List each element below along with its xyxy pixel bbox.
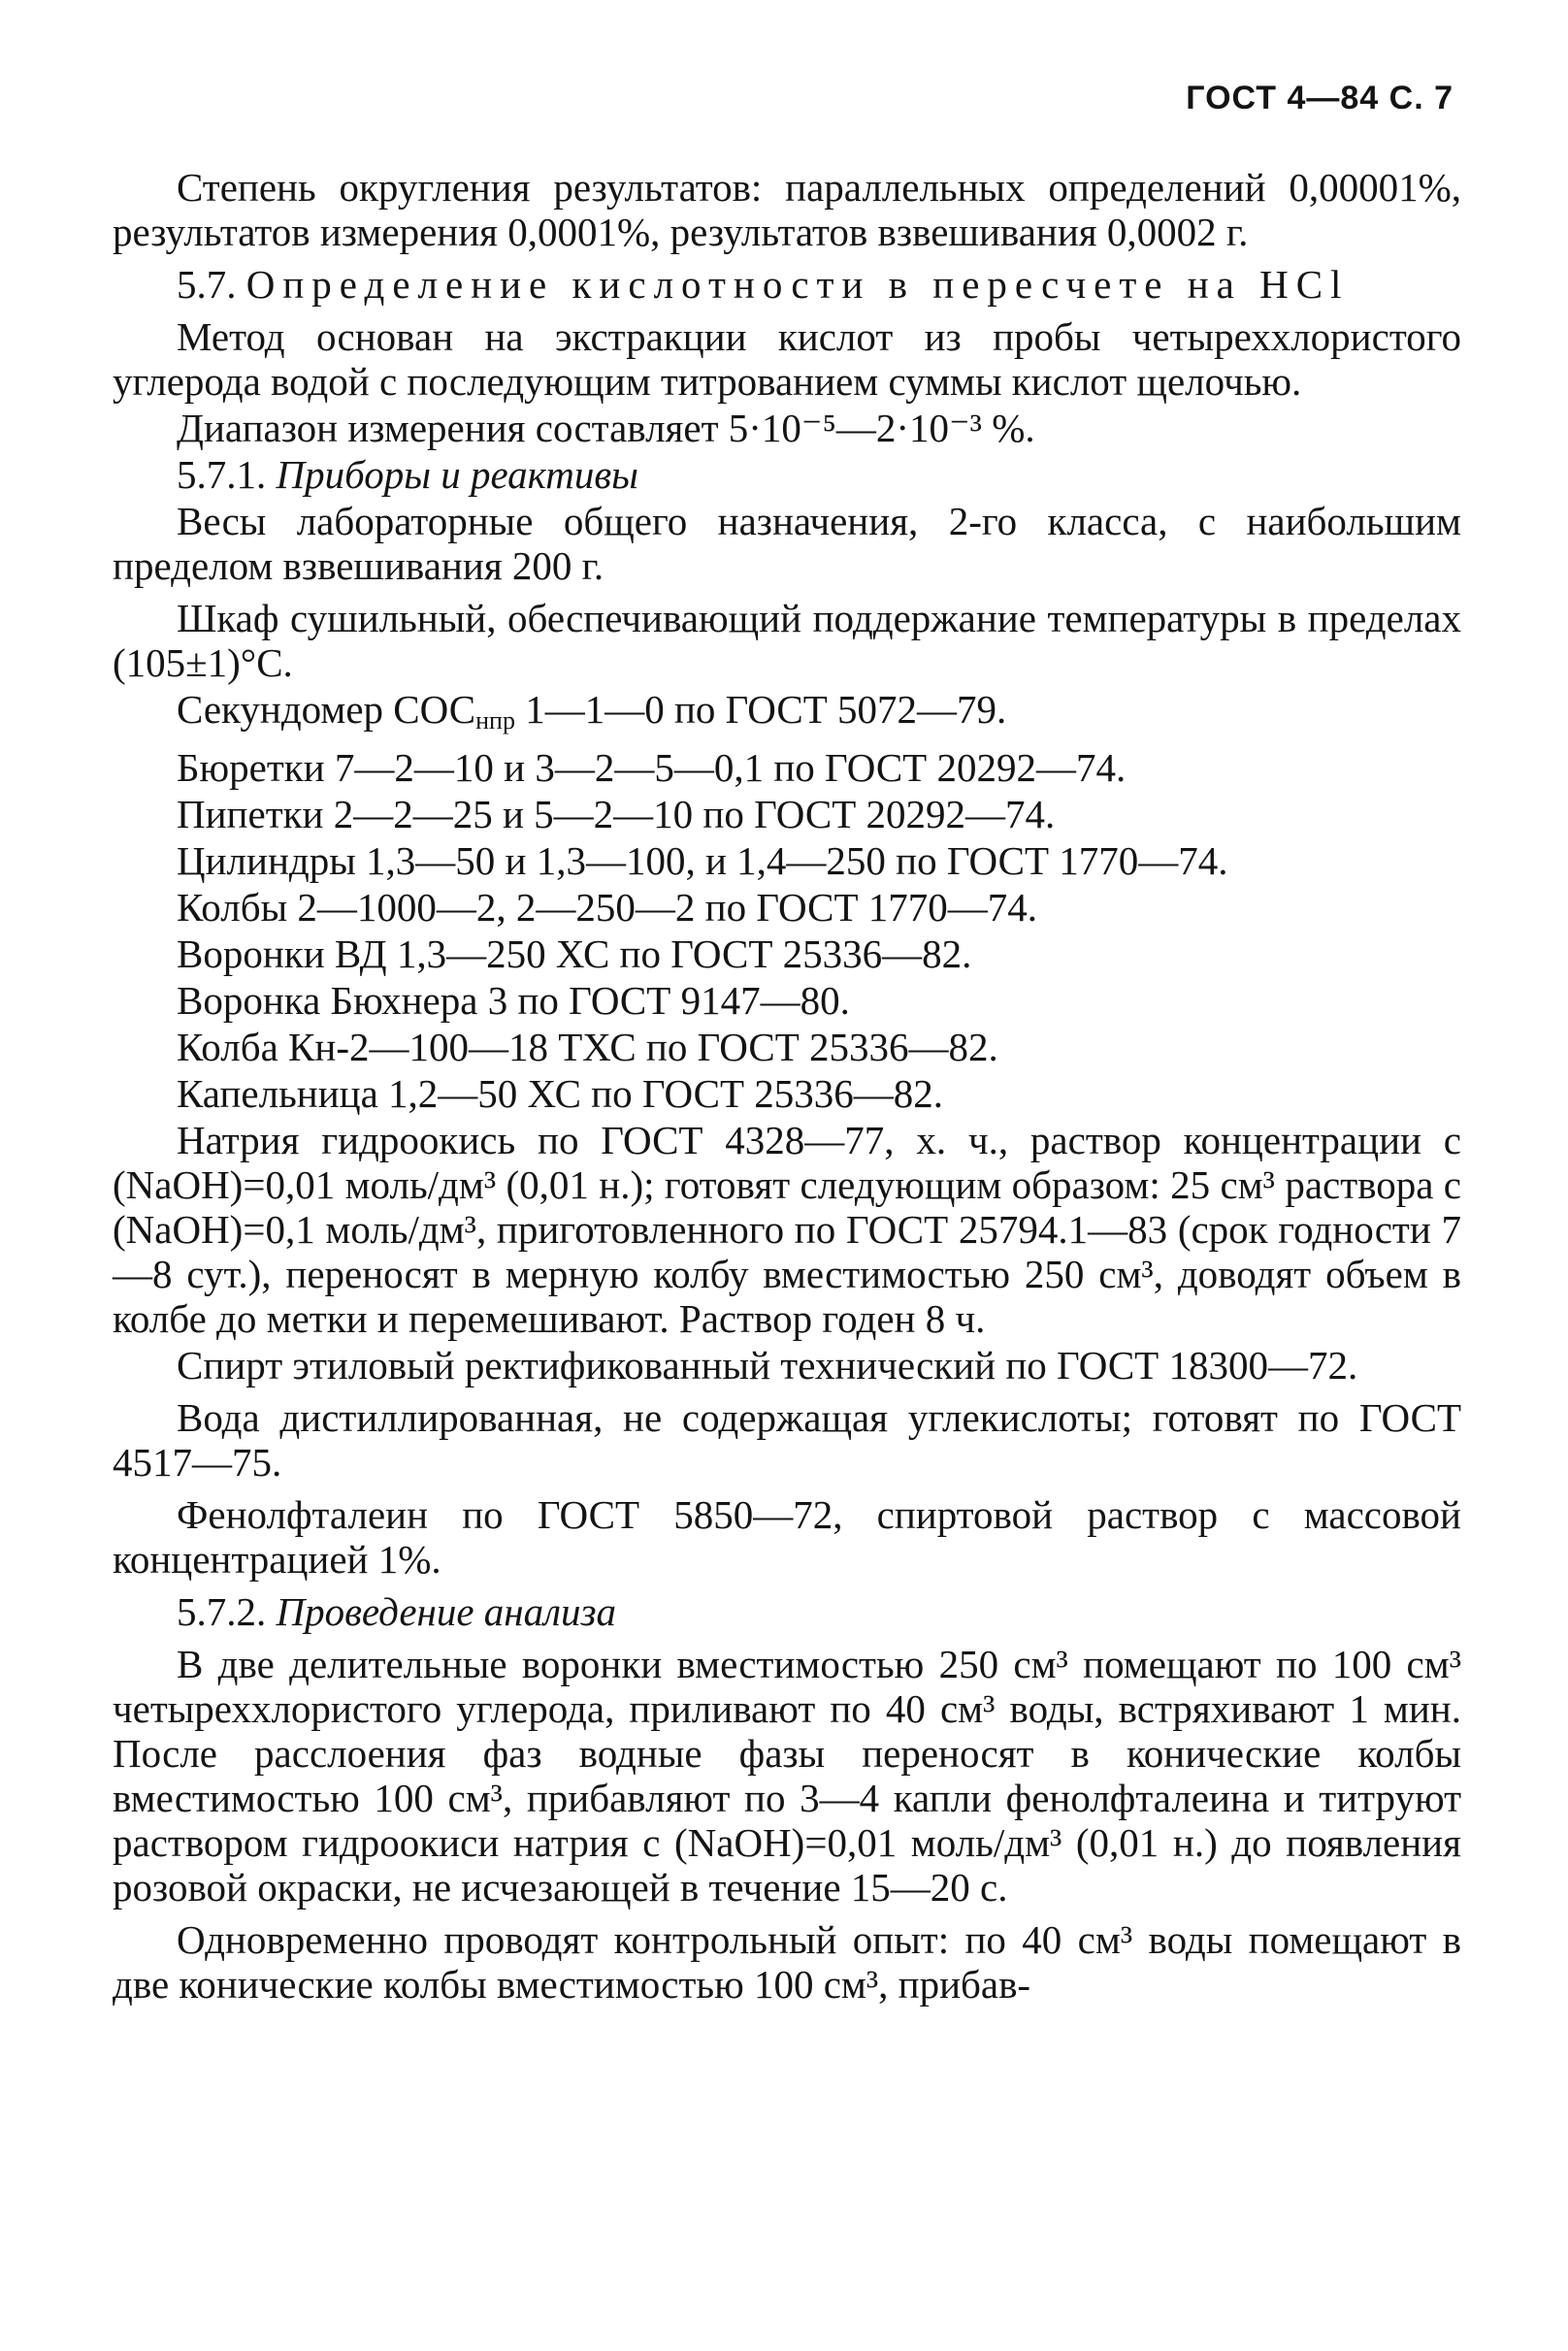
paragraph-method: Метод основан на экстракции кислот из пробы четыреххлористого углерода водой с последующим титрованием суммы кислот щелочью. bbox=[113, 314, 1461, 404]
paragraph-burettes: Бюретки 7—2—10 и 3—2—5—0,1 по ГОСТ 20292—74. bbox=[177, 745, 1127, 790]
page-header: ГОСТ 4—84 С. 7 bbox=[1186, 80, 1454, 116]
section-title: Определение кислотности в пересчете на HCl bbox=[245, 262, 1350, 307]
paragraph-buchner-funnel: Воронка Бюхнера 3 по ГОСТ 9147—80. bbox=[177, 978, 850, 1023]
paragraph-pipettes: Пипетки 2—2—25 и 5—2—10 по ГОСТ 20292—74. bbox=[177, 792, 1056, 836]
paragraph-stopwatch bbox=[113, 687, 1461, 743]
subscript: нпр bbox=[475, 706, 515, 735]
paragraph-cylinders: Цилиндры 1,3—50 и 1,3—100, и 1,4—250 по ГОСТ 1770—74. bbox=[177, 838, 1228, 883]
text-part: Секундомер СОС bbox=[177, 687, 476, 732]
section-number: 5.7.2. bbox=[177, 1589, 277, 1634]
text-part: 1—1—0 по ГОСТ 5072—79. bbox=[514, 687, 1007, 732]
paragraph-analysis: В две делительные воронки вместимостью 250 см³ помещают по 100 см³ четыреххлористого углерода, приливают по 40 см³ воды, встряхивают 1 мин. После расслоения фаз водные фазы переносят в конические колбы вместимостью 100 см³, прибавляют по 3—4 капли фенолфталеина и титруют раствором гидроокиси натрия с (NaOH)=0,01 моль/дм³ (0,01 н.) до появления розовой окраски, не исчезающей в течение 15—20 с. bbox=[113, 1642, 1461, 1910]
paragraph-flask-kn: Колба Кн-2—100—18 ТХС по ГОСТ 25336—82. bbox=[177, 1025, 998, 1069]
paragraph-rounding: Степень округления результатов: параллельных определений 0,00001%, результатов измерения 0,0001%, результатов взвешивания 0,0002 г. bbox=[113, 165, 1461, 254]
paragraph-funnels: Воронки ВД 1,3—250 ХС по ГОСТ 25336—82. bbox=[177, 931, 972, 976]
paragraph-phenolphthalein: Фенолфталеин по ГОСТ 5850—72, спиртовой раствор с массовой концентрацией 1%. bbox=[113, 1492, 1461, 1582]
section-5-7-2-heading bbox=[113, 1589, 1461, 1634]
paragraph-dropper: Капельница 1,2—50 ХС по ГОСТ 25336—82. bbox=[177, 1071, 944, 1116]
paragraph-range: Диапазон измерения составляет 5·10⁻⁵—2·10⁻³ %. bbox=[177, 406, 1035, 450]
paragraph-ethanol: Спирт этиловый ректификованный технический по ГОСТ 18300—72. bbox=[177, 1343, 1358, 1388]
section-5-7-heading bbox=[113, 262, 1461, 307]
paragraph-water: Вода дистиллированная, не содержащая углекислоты; готовят по ГОСТ 4517—75. bbox=[113, 1395, 1461, 1485]
section-title: Приборы и реактивы bbox=[276, 452, 638, 497]
section-5-7-1-heading bbox=[113, 452, 1461, 497]
paragraph-flasks: Колбы 2—1000—2, 2—250—2 по ГОСТ 1770—74. bbox=[177, 885, 1038, 930]
section-title: Проведение анализа bbox=[276, 1589, 617, 1634]
document-body bbox=[113, 165, 1461, 2008]
paragraph-scales: Весы лабораторные общего назначения, 2-го класса, с наибольшим пределом взвешивания 200 г. bbox=[113, 499, 1461, 588]
paragraph-sodium-hydroxide: Натрия гидроокись по ГОСТ 4328—77, х. ч., раствор концентрации с (NaOH)=0,01 моль/дм³ (0,01 н.); готовят следующим образом: 25 см³ раствора с (NaOH)=0,1 моль/дм³, приготовленного по ГОСТ 25794.1—83 (срок годности 7—8 сут.), переносят в мерную колбу вместимостью 250 см³, доводят объем в колбе до метки и перемешивают. Раствор годен 8 ч. bbox=[113, 1118, 1461, 1341]
paragraph-oven: Шкаф сушильный, обеспечивающий поддержание температуры в пределах (105±1)°С. bbox=[113, 596, 1461, 685]
section-number: 5.7. bbox=[177, 262, 246, 307]
section-number: 5.7.1. bbox=[177, 452, 277, 497]
paragraph-control-test: Одновременно проводят контрольный опыт: по 40 см³ воды помещают в две конические колбы вместимостью 100 см³, прибав- bbox=[113, 1917, 1461, 2007]
